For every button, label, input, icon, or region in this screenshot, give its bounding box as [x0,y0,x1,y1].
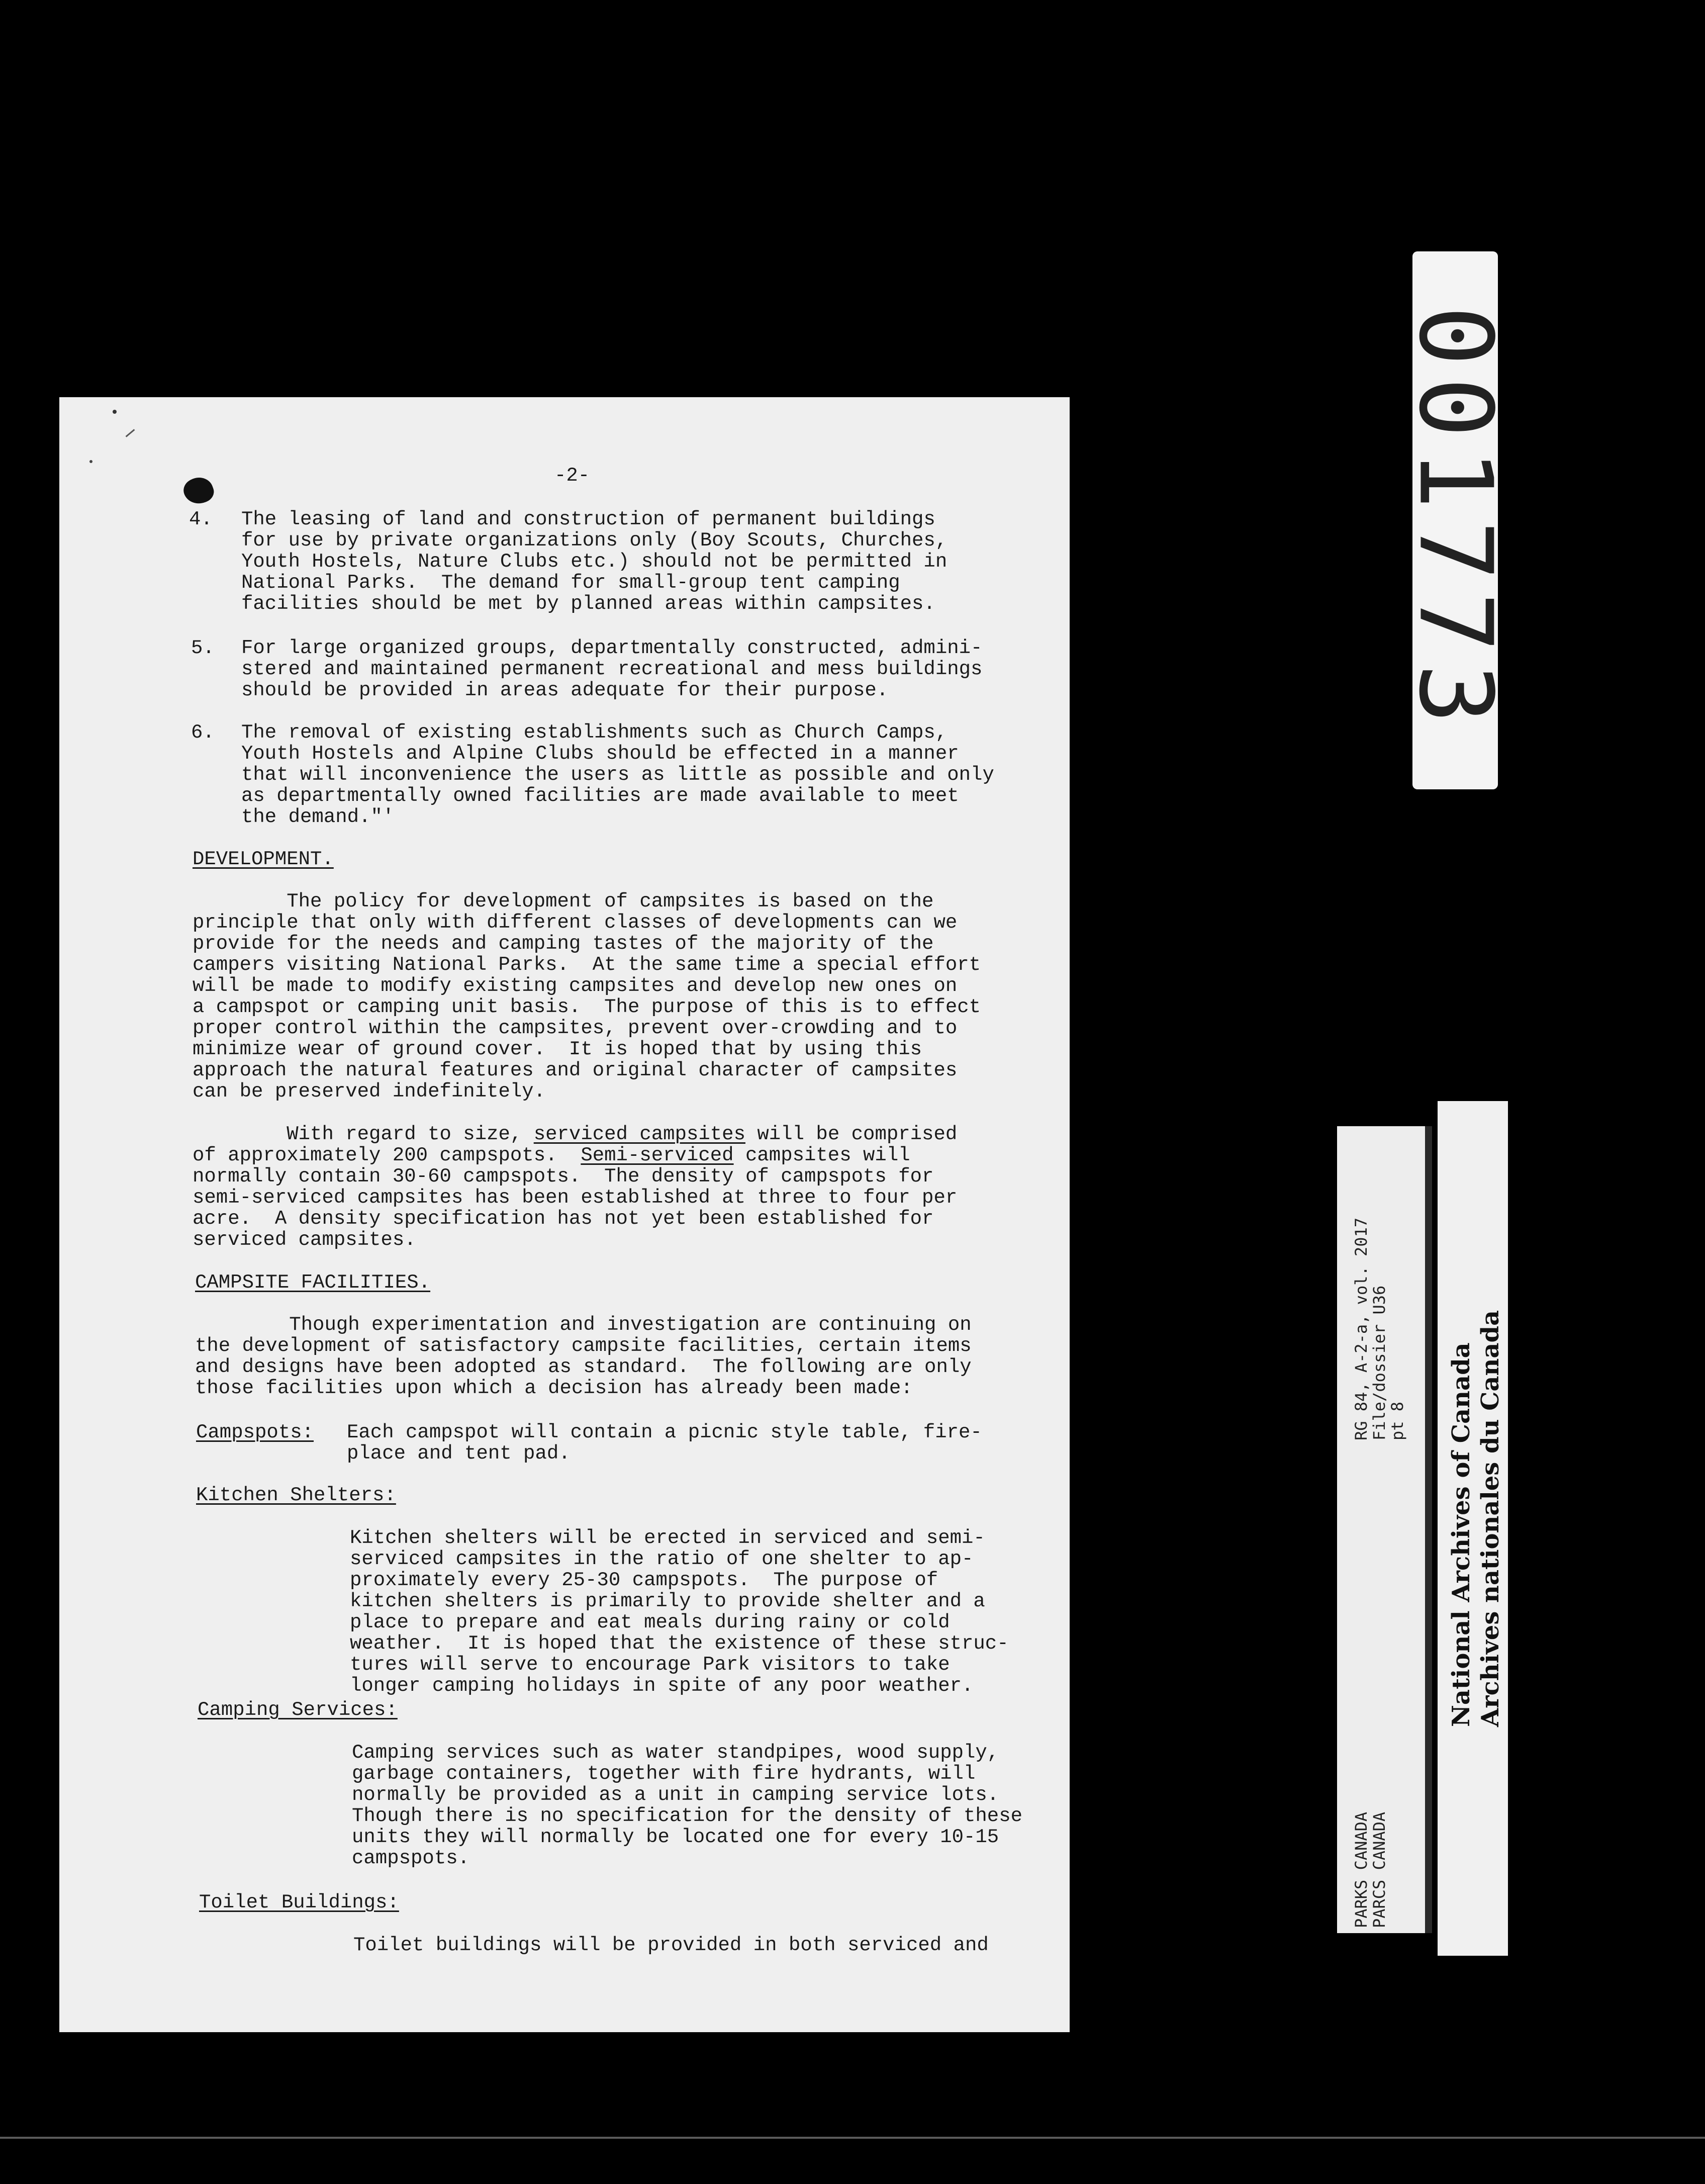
national-archives-card [1438,1101,1508,1956]
kitchen-shelters-label: Kitchen Shelters: [196,1484,396,1506]
bottom-rule [0,2137,1705,2139]
facilities-heading: CAMPSITE FACILITIES. [195,1271,431,1294]
stamp-number: 001773 [1396,305,1514,736]
national-archives-label: National Archives of Canada Archives nationales du Canada [1447,1310,1504,1727]
campspots-text: Each campspot will contain a picnic style table, fire- place and tent pad. [347,1421,982,1465]
item-5-number: 5. [191,637,215,659]
facilities-paragraph: Though experimentation and investigation are continuing on the development of satisfactory campsite facilities, certain items and designs have been adopted as standard. The following are only those facilities upon which a decision has already been made: [195,1314,972,1399]
archive-reference-card [1337,1126,1432,1933]
archive-reference: RG 84, A-2-a, vol. 2017 File/dossier U36 pt 8 [1352,1217,1407,1440]
ink-blot [180,474,217,508]
toilet-buildings-text: Toilet buildings will be provided in both serviced and [353,1934,989,1956]
camping-services-text: Camping services such as water standpipes, wood supply, garbage containers, together with fire hydrants, will normally be provided as a unit in camping service lots. Though there is no specification for the density of these units they will normally be located one for every 10-15 campspots. [352,1742,1023,1869]
item-4-text: The leasing of land and construction of permanent buildings for use by private organizations only (Boy Scouts, Churches, Youth Hostels, Nature Clubs etc.) should not be permitted in National Parks. The demand for small-group tent camping facilities should be met by planned areas within campsites. [241,508,948,615]
speck [113,410,117,414]
camping-services-label: Camping Services: [198,1699,398,1721]
serviced-campsites-term: serviced campsites [533,1123,745,1145]
speck [126,429,135,437]
development-heading: DEVELOPMENT. [193,848,334,870]
item-6-number: 6. [191,721,215,744]
item-5-text: For large organized groups, departmentally constructed, admini- stered and maintained permanent recreational and mess buildings should be provided in areas adequate for their purpose. [241,637,983,701]
development-paragraph: The policy for development of campsites is based on the principle that only with different classes of developments can we provide for the needs and camping tastes of the majority of the campers visiting National Parks. At the same time a special effort will be made to modify existing campsites and develop new ones on a campspot or camping unit basis. The purpose of this is to effect proper control within the campsites, prevent over-crowding and to minimize wear of ground cover. It is hoped that by using this approach the natural features and original character of campsites can be preserved indefinitely. [193,890,981,1103]
item-4-number: 4. [189,508,213,530]
parks-canada-label: PARKS CANADA PARCS CANADA [1352,1811,1389,1928]
item-6-text: The removal of existing establishments such as Church Camps, Youth Hostels and Alpine Clubs should be effected in a manner that will inconvenience the users as little as possible and only as departmentally owned facilities are made available to meet the demand."' [241,721,994,828]
page-number: -2- [554,465,590,487]
document-page [59,397,1070,2032]
semi-serviced-term: Semi-serviced [581,1144,734,1166]
toilet-buildings-label: Toilet Buildings: [199,1891,399,1914]
kitchen-shelters-text: Kitchen shelters will be erected in serviced and semi- serviced campsites in the ratio of one shelter to ap- proximately every 25-30 campspots. The purpose of kitchen shelters is primarily to provide shelter and a place to prepare and eat meals during rainy or cold weather. It is hoped that the existence of these struc- tures will serve to encourage Park visitors to take longer camping holidays in spite of any poor weather. [350,1527,1009,1697]
document-number-stamp [1396,251,1514,789]
size-paragraph: With regard to size, serviced campsites will be comprised of approximately 200 campspots. Semi-serviced campsites will normally contain 30-60 campspots. The density of campspots for semi-serviced campsites has been established at three to four per acre. A density specification has not yet been established for serviced campsites. [193,1123,958,1251]
speck [89,460,92,463]
campspots-label: Campspots: [196,1421,314,1443]
